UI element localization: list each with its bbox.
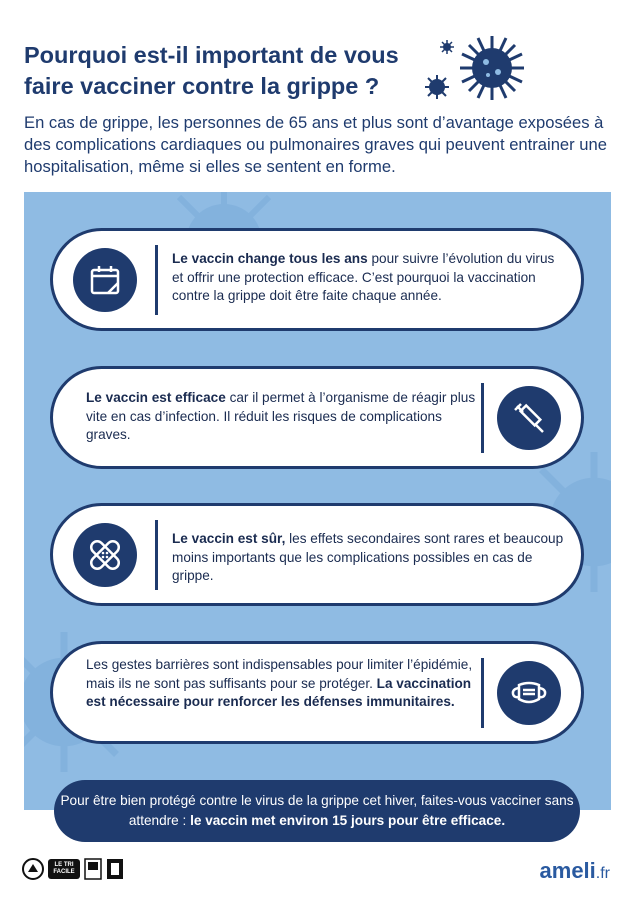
virus-illustration-tiny [440, 40, 454, 54]
paper-bin-icon [84, 858, 102, 880]
cta-text-bold: le vaccin met environ 15 jours pour être efficace. [190, 813, 506, 828]
card-text-bold: Le vaccin est sûr, [172, 531, 286, 546]
info-card-barrier-gestures [50, 641, 584, 744]
card-separator [481, 383, 484, 453]
info-card-vaccine-effective [50, 366, 584, 469]
card-text-rest: Les gestes barrières sont indispensables pour limiter l’épidémie, mais ils ne sont pas suffisants pour se protéger. [86, 657, 473, 691]
calendar-icon [73, 248, 137, 312]
info-card-vaccine-changes [50, 228, 584, 331]
info-panel [24, 192, 611, 810]
call-to-action-banner [54, 780, 580, 842]
card-text-bold: Le vaccin est efficace [86, 390, 226, 405]
card-text-bold: La vaccination est nécessaire pour renforcer les défenses immunitaires. [86, 675, 472, 709]
card-text [86, 389, 481, 445]
page-title: Pourquoi est-il important de vous faire vacciner contre la grippe ? [24, 42, 399, 99]
card-text [86, 656, 481, 712]
card-text-rest: les effets secondaires sont rares et beaucoup moins importants que les complications possibles en cas de grippe. [172, 531, 564, 583]
card-text [172, 530, 567, 586]
intro-paragraph: En cas de grippe, les personnes de 65 ans et plus sont d’avantage exposées à des complications cardiaques ou pulmonaires graves qui peuvent entrainer une hospitalisation, même si elles se sentent en forme. [24, 113, 607, 176]
tri-facile-label: LE TRI FACILE [53, 862, 75, 875]
brand-name: ameli [539, 858, 596, 883]
card-text-rest: pour suivre l’évolution du virus et offrir une protection efficace. C’est pourquoi la vaccination contre la grippe doit être faite chaque année. [172, 251, 555, 303]
bandage-icon [73, 523, 137, 587]
virus-illustration-large [458, 34, 526, 102]
face-mask-icon [497, 661, 561, 725]
syringe-icon [497, 386, 561, 450]
cta-text: Pour être bien protégé contre le virus de la grippe cet hiver, faites-vous vacciner sans attendre : [60, 793, 574, 828]
recycling-triman-icon [22, 858, 44, 880]
card-separator [155, 520, 158, 590]
tri-facile-badge [48, 859, 80, 879]
card-text-rest: car il permet à l’organisme de réagir plus vite en cas d’infection. Il réduit les risques de complications graves. [86, 390, 476, 442]
brand-tld: .fr [595, 865, 610, 882]
info-card-vaccine-safe [50, 503, 584, 606]
ameli-logo [540, 858, 610, 884]
card-text [172, 250, 567, 306]
card-text-bold: Le vaccin change tous les ans [172, 251, 368, 266]
virus-illustration-small [424, 74, 450, 100]
card-separator [155, 245, 158, 315]
footer-logos [22, 856, 124, 882]
trash-bin-icon [106, 858, 124, 880]
card-separator [481, 658, 484, 728]
